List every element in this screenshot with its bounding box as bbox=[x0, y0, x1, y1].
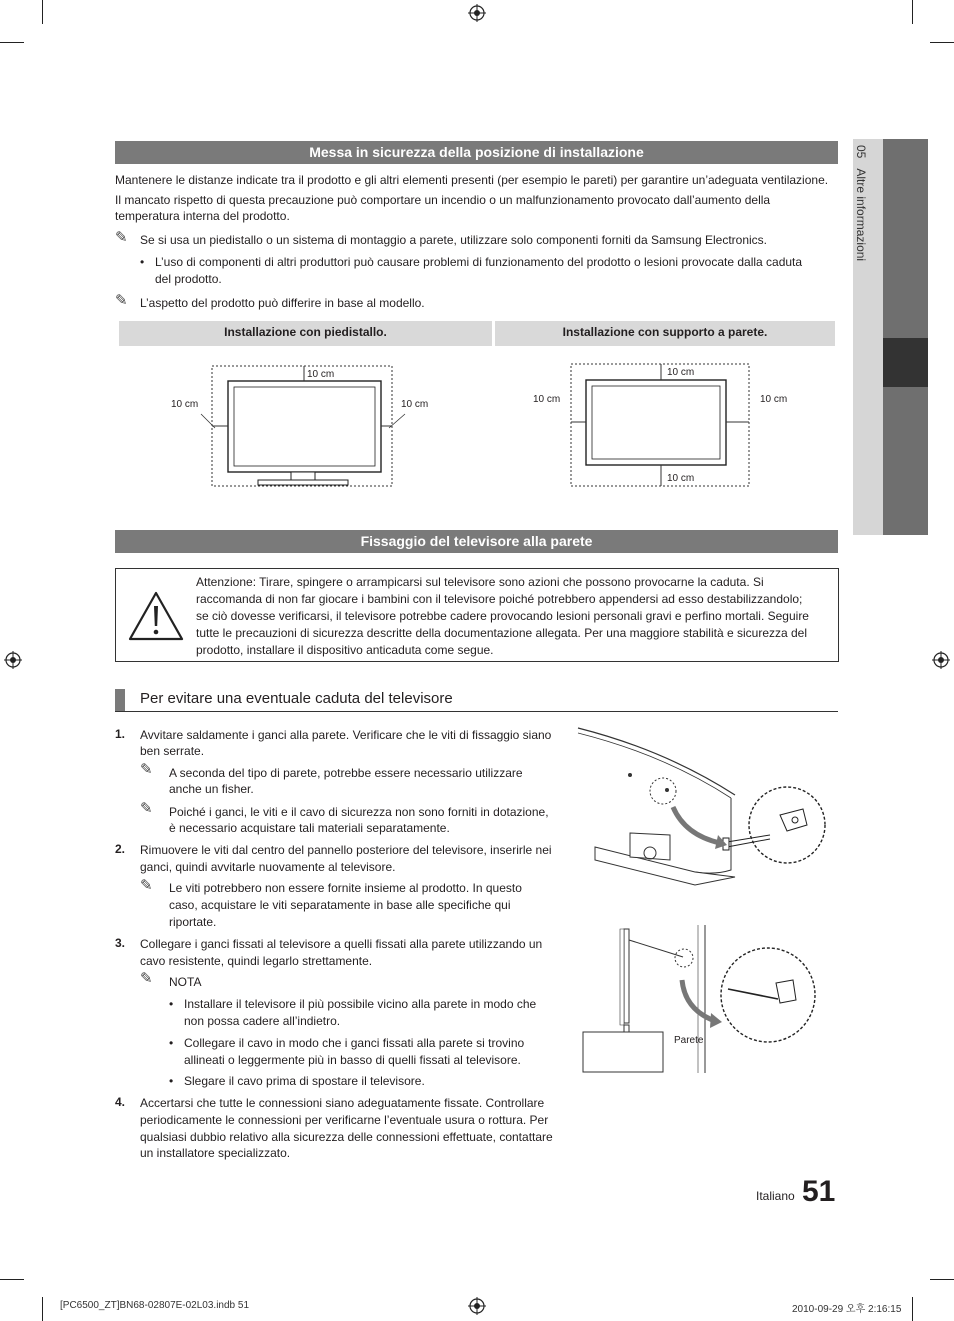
bullet-text: Installare il televisore il più possibile vicino alla parete in modo che bbox=[184, 997, 537, 1011]
chapter-tab-dark bbox=[883, 139, 928, 535]
tv-stand-clearance-diagram bbox=[165, 360, 445, 490]
crop-mark bbox=[912, 1297, 913, 1321]
note-text: Le viti potrebbero non essere fornite insieme al prodotto. In questo bbox=[169, 881, 522, 895]
note-text: anche un fisher. bbox=[169, 782, 254, 796]
note-text: L’aspetto del prodotto può differire in base al modello. bbox=[140, 296, 425, 310]
footer-filename: [PC6500_ZT]BN68-02807E-02L03.indb 51 bbox=[60, 1300, 250, 1311]
table-header-supporto-parete: Installazione con supporto a parete. bbox=[495, 321, 835, 346]
bullet-text: del prodotto. bbox=[155, 272, 222, 286]
note-pencil-icon: ✎ bbox=[115, 229, 128, 246]
note-text: A seconda del tipo di parete, potrebbe essere necessario utilizzare bbox=[169, 766, 523, 780]
note-pencil-icon: ✎ bbox=[140, 877, 153, 894]
crop-mark bbox=[930, 1279, 954, 1280]
distance-label-top: 10 cm bbox=[667, 367, 695, 378]
wall-label: Parete bbox=[674, 1035, 704, 1046]
note-text: Se si usa un piedistallo o un sistema di montaggio a parete, utilizzare solo componenti forniti da Samsung Electronics. bbox=[140, 233, 768, 247]
page-number: 51 bbox=[802, 1175, 836, 1208]
step-number: 3. bbox=[115, 936, 126, 950]
note-text: caso, acquistare le viti separatamente in base alle specifiche qui bbox=[169, 898, 511, 912]
distance-label-right: 10 cm bbox=[760, 394, 788, 405]
bullet-text: L’uso di componenti di altri produttori può causare problemi di funzionamento del prodotto o lesioni provocate dalla caduta bbox=[155, 255, 803, 269]
step-number: 4. bbox=[115, 1095, 126, 1109]
step-text: ben serrate. bbox=[140, 744, 205, 758]
warning-text-line: prodotto, installare il dispositivo anticaduta come segue. bbox=[196, 643, 494, 657]
chapter-tab-active-marker bbox=[883, 338, 928, 387]
registration-mark-icon bbox=[468, 1297, 486, 1315]
crop-mark bbox=[0, 42, 24, 43]
note-pencil-icon: ✎ bbox=[115, 292, 128, 309]
step-text: periodicamente le connessioni per verificarne l’eventuale usura o rottura. Per bbox=[140, 1113, 549, 1127]
subsection-title: Per evitare una eventuale caduta del televisore bbox=[140, 690, 453, 707]
crop-mark bbox=[42, 0, 43, 24]
distance-label-right: 10 cm bbox=[401, 399, 429, 410]
warning-box bbox=[115, 568, 839, 662]
registration-mark-icon bbox=[932, 651, 950, 669]
tv-back-hook-illustration bbox=[575, 725, 830, 890]
crop-mark bbox=[42, 1297, 43, 1321]
step-text: Avvitare saldamente i ganci alla parete. Verificare che le viti di fissaggio siano bbox=[140, 728, 552, 742]
note-pencil-icon: ✎ bbox=[140, 761, 153, 778]
warning-text-line: se ciò dovesse verificarsi, il televisore potrebbe cadere provocando lesioni personali gravi e perfino mortali. Seguire bbox=[196, 609, 809, 623]
step-text: Collegare i ganci fissati al televisore a quelli fissati alla parete utilizzando un bbox=[140, 937, 543, 951]
step-number: 2. bbox=[115, 842, 126, 856]
bullet-dot: • bbox=[140, 255, 145, 269]
warning-text-line: Attenzione: Tirare, spingere o arrampicarsi sul televisore sono azioni che possono provocarne la caduta. Si bbox=[196, 575, 764, 589]
distance-label-left: 10 cm bbox=[533, 394, 561, 405]
paragraph: Mantenere le distanze indicate tra il prodotto e gli altri elementi presenti (per esempio le pareti) per garantire un’adeguata ventilazione. bbox=[115, 173, 829, 187]
note-text: è necessario acquistare tali materiali separatamente. bbox=[169, 821, 450, 835]
crop-mark bbox=[0, 1279, 24, 1280]
section-title-fissaggio: Fissaggio del televisore alla parete bbox=[115, 530, 838, 553]
paragraph: temperatura interna del prodotto. bbox=[115, 209, 290, 223]
crop-mark bbox=[930, 42, 954, 43]
note-text: riportate. bbox=[169, 915, 217, 929]
step-text: Rimuovere le viti dal centro del pannello posteriore del televisore, inserirle nei bbox=[140, 843, 552, 857]
bullet-text: Slegare il cavo prima di spostare il televisore. bbox=[184, 1074, 425, 1088]
warning-text-line: tutte le precauzioni di sicurezza descritte della documentazione allegata. Per una maggiore stabilità e sicurezza del bbox=[196, 626, 808, 640]
paragraph: Il mancato rispetto di questa precauzione può comportare un incendio o un malfunzionamento provocato dall’aumento della bbox=[115, 193, 771, 207]
bullet-dot: • bbox=[169, 1074, 174, 1088]
nota-label: NOTA bbox=[169, 975, 202, 989]
tv-wall-clearance-diagram bbox=[560, 360, 760, 490]
step-text: qualsiasi dubbio relativo alla sicurezza delle connessioni effettuate, contattare bbox=[140, 1130, 553, 1144]
step-text: cavo resistente, quindi legarlo strettamente. bbox=[140, 954, 373, 968]
note-text: Poiché i ganci, le viti e il cavo di sicurezza non sono forniti in dotazione, bbox=[169, 805, 549, 819]
crop-mark bbox=[912, 0, 913, 24]
chapter-tab-label: 05 Altre informazioni bbox=[854, 145, 868, 262]
subsection-marker bbox=[115, 689, 125, 711]
bullet-text: Collegare il cavo in modo che i ganci fissati alla parete si trovino bbox=[184, 1036, 525, 1050]
step-text: ganci, quindi avvitarle nuovamente al televisore. bbox=[140, 860, 396, 874]
step-number: 1. bbox=[115, 727, 126, 741]
subsection-heading bbox=[115, 689, 838, 712]
bullet-dot: • bbox=[169, 1036, 174, 1050]
section-title-installazione: Messa in sicurezza della posizione di installazione bbox=[115, 141, 838, 164]
note-pencil-icon: ✎ bbox=[140, 800, 153, 817]
distance-label-left: 10 cm bbox=[171, 399, 199, 410]
bullet-text: allineati o leggermente più in basso di quelli fissati al televisore. bbox=[184, 1053, 521, 1067]
table-header-piedistallo: Installazione con piedistallo. bbox=[119, 321, 492, 346]
footer-date: 2010-09-29 오후 2:16:15 bbox=[792, 1304, 902, 1315]
warning-triangle-icon bbox=[127, 590, 185, 642]
bullet-text: non possa cadere all’indietro. bbox=[184, 1014, 341, 1028]
warning-text-line: raccomanda di non far giocare i bambini con il televisore poiché potrebbero appendersi ad esso destabilizzandolo; bbox=[196, 592, 803, 606]
step-text: un installatore specializzato. bbox=[140, 1146, 291, 1160]
distance-label-bottom: 10 cm bbox=[667, 473, 695, 484]
bullet-dot: • bbox=[169, 997, 174, 1011]
distance-label-top: 10 cm bbox=[307, 369, 335, 380]
registration-mark-icon bbox=[4, 651, 22, 669]
registration-mark-icon bbox=[468, 4, 486, 22]
step-text: Accertarsi che tutte le connessioni siano adeguatamente fissate. Controllare bbox=[140, 1096, 545, 1110]
wall-cable-illustration bbox=[580, 925, 830, 1075]
note-pencil-icon: ✎ bbox=[140, 970, 153, 987]
page-language: Italiano bbox=[756, 1189, 795, 1203]
